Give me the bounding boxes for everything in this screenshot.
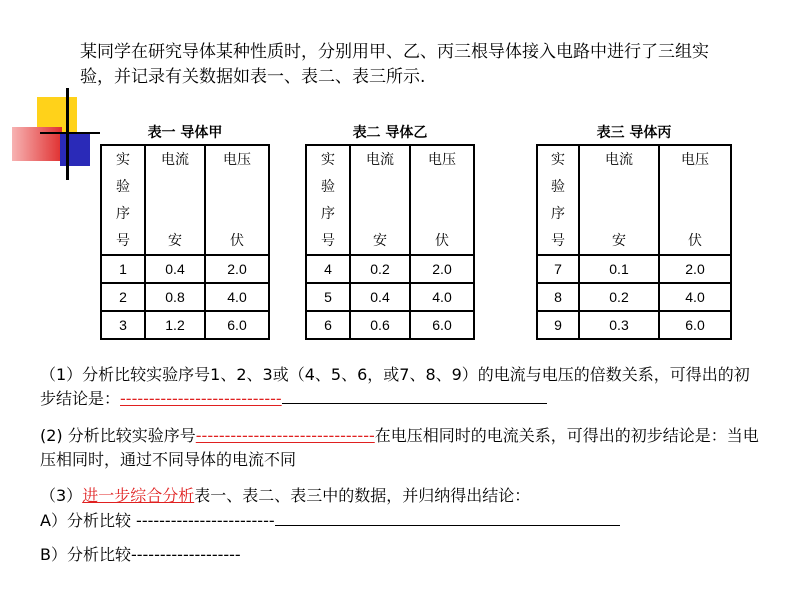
table-row: 4 0.2 2.0 — [306, 255, 474, 283]
question-b-blank[interactable]: ------------------- — [130, 545, 241, 564]
header-voltage: 电压 伏 — [659, 145, 731, 255]
table-row: 1 0.4 2.0 — [101, 255, 269, 283]
header-voltage: 电压 伏 — [410, 145, 474, 255]
header-seq: 实 验 序 号 — [537, 145, 579, 255]
table-2 — [305, 144, 475, 340]
question-1-answer-line — [282, 391, 547, 404]
table-row: 7 0.1 2.0 — [537, 255, 731, 283]
table-row: 6 0.6 6.0 — [306, 311, 474, 339]
question-1 — [40, 363, 760, 411]
table-2-wrapper — [305, 122, 475, 340]
question-a-label: A）分析比较 — [40, 511, 137, 530]
question-a-blank[interactable]: ------------------------ — [136, 511, 275, 530]
question-a — [40, 509, 760, 533]
header-seq: 实 验 序 号 — [306, 145, 350, 255]
table-row: 3 1.2 6.0 — [101, 311, 269, 339]
question-2-blank[interactable]: ------------------------------- — [195, 426, 375, 445]
table-row: 9 0.3 6.0 — [537, 311, 731, 339]
question-1-blank[interactable]: ---------------------------- — [120, 389, 282, 408]
table-row: 8 0.2 4.0 — [537, 283, 731, 311]
decor-horizontal-line — [40, 132, 100, 134]
table-row: 2 0.8 4.0 — [101, 283, 269, 311]
question-b — [40, 543, 760, 567]
question-2 — [40, 424, 760, 472]
question-1-text: （1）分析比较实验序号1、2、3或（4、5、6，或7、8、9）的电流与电压的倍数关系，可得出的初步结论是： — [40, 365, 750, 408]
table-row: 5 0.4 4.0 — [306, 283, 474, 311]
table-1-caption: 表一 导体甲 — [147, 125, 223, 141]
question-3-prefix: （3） — [40, 486, 83, 505]
question-2-suffix: 在电压相同时的电流关系，可得出的初步结论是：当电压相同时，通过不同导体的电流不同 — [40, 426, 759, 469]
table-3-caption: 表三 导体丙 — [596, 125, 672, 141]
intro-paragraph: 某同学在研究导体某种性质时，分别用甲、乙、丙三根导体接入电路中进行了三组实验，并记录有关数据如表一、表二、表三所示. — [80, 42, 709, 87]
decor-blue-square — [60, 134, 90, 166]
question-3-suffix: 表一、表二、表三中的数据，并归纳得出结论： — [194, 486, 531, 505]
question-3-highlight: 进一步综合分析 — [82, 486, 195, 505]
decor-vertical-line — [66, 88, 69, 180]
header-voltage: 电压 伏 — [205, 145, 269, 255]
table-3-wrapper — [536, 122, 732, 340]
table-3 — [536, 144, 732, 340]
question-3 — [40, 484, 760, 508]
header-current: 电流 安 — [579, 145, 659, 255]
header-seq: 实 验 序 号 — [101, 145, 145, 255]
table-1-wrapper — [100, 122, 270, 340]
question-a-answer-line — [275, 513, 620, 526]
question-b-label: B）分析比较 — [40, 545, 131, 564]
table-1 — [100, 144, 270, 340]
question-2-prefix: (2) 分析比较实验序号 — [40, 426, 196, 445]
header-current: 电流 安 — [145, 145, 205, 255]
header-current: 电流 安 — [350, 145, 410, 255]
table-2-caption: 表二 导体乙 — [352, 125, 428, 141]
